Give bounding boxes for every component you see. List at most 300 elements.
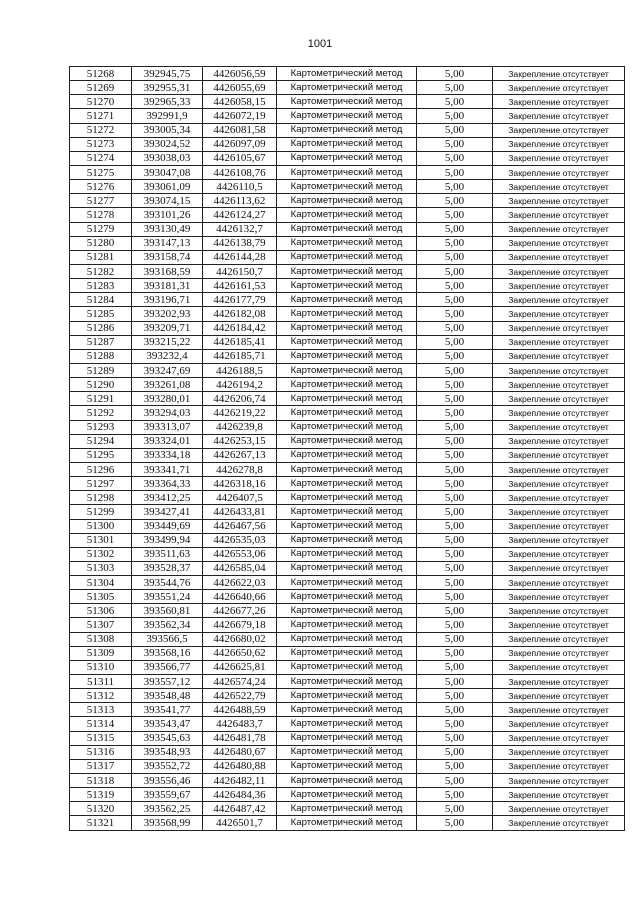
fixing-cell: Закрепление отсутствует (493, 632, 625, 646)
fixing-cell: Закрепление отсутствует (493, 675, 625, 689)
point-number-cell: 51284 (70, 293, 132, 307)
y-coordinate-cell: 4426185,41 (203, 335, 277, 349)
method-cell: Картометрический метод (277, 689, 417, 703)
table-row (70, 788, 625, 802)
accuracy-cell: 5,00 (417, 420, 493, 434)
method-cell: Картометрический метод (277, 123, 417, 137)
y-coordinate-cell: 4426081,58 (203, 123, 277, 137)
point-number-cell: 51306 (70, 604, 132, 618)
x-coordinate-cell: 393232,4 (132, 349, 203, 363)
table-row (70, 745, 625, 759)
x-coordinate-cell: 393559,67 (132, 788, 203, 802)
y-coordinate-cell: 4426182,08 (203, 307, 277, 321)
table-row (70, 194, 625, 208)
fixing-cell: Закрепление отсутствует (493, 759, 625, 773)
accuracy-cell: 5,00 (417, 703, 493, 717)
fixing-cell: Закрепление отсутствует (493, 491, 625, 505)
fixing-cell: Закрепление отсутствует (493, 250, 625, 264)
accuracy-cell: 5,00 (417, 363, 493, 377)
y-coordinate-cell: 4426132,7 (203, 222, 277, 236)
y-coordinate-cell: 4426161,53 (203, 279, 277, 293)
y-coordinate-cell: 4426318,16 (203, 477, 277, 491)
accuracy-cell: 5,00 (417, 675, 493, 689)
table-row (70, 420, 625, 434)
x-coordinate-cell: 393130,49 (132, 222, 203, 236)
x-coordinate-cell: 393545,63 (132, 731, 203, 745)
fixing-cell: Закрепление отсутствует (493, 660, 625, 674)
fixing-cell: Закрепление отсутствует (493, 533, 625, 547)
x-coordinate-cell: 393061,09 (132, 180, 203, 194)
accuracy-cell: 5,00 (417, 250, 493, 264)
y-coordinate-cell: 4426433,81 (203, 505, 277, 519)
table-row (70, 363, 625, 377)
table-row (70, 547, 625, 561)
method-cell: Картометрический метод (277, 81, 417, 95)
method-cell: Картометрический метод (277, 151, 417, 165)
point-number-cell: 51296 (70, 462, 132, 476)
fixing-cell: Закрепление отсутствует (493, 788, 625, 802)
accuracy-cell: 5,00 (417, 802, 493, 816)
table-row (70, 491, 625, 505)
method-cell: Картометрический метод (277, 180, 417, 194)
y-coordinate-cell: 4426522,79 (203, 689, 277, 703)
table-row (70, 335, 625, 349)
y-coordinate-cell: 4426108,76 (203, 165, 277, 179)
point-number-cell: 51319 (70, 788, 132, 802)
method-cell: Картометрический метод (277, 137, 417, 151)
fixing-cell: Закрепление отсутствует (493, 67, 625, 81)
method-cell: Картометрический метод (277, 561, 417, 575)
accuracy-cell: 5,00 (417, 717, 493, 731)
y-coordinate-cell: 4426219,22 (203, 406, 277, 420)
method-cell: Картометрический метод (277, 448, 417, 462)
accuracy-cell: 5,00 (417, 646, 493, 660)
point-number-cell: 51298 (70, 491, 132, 505)
table-row (70, 533, 625, 547)
x-coordinate-cell: 393280,01 (132, 392, 203, 406)
y-coordinate-cell: 4426072,19 (203, 109, 277, 123)
table-row (70, 378, 625, 392)
point-number-cell: 51309 (70, 646, 132, 660)
method-cell: Картометрический метод (277, 279, 417, 293)
y-coordinate-cell: 4426467,56 (203, 519, 277, 533)
accuracy-cell: 5,00 (417, 618, 493, 632)
x-coordinate-cell: 393412,25 (132, 491, 203, 505)
table-row (70, 81, 625, 95)
method-cell: Картометрический метод (277, 618, 417, 632)
y-coordinate-cell: 4426487,42 (203, 802, 277, 816)
y-coordinate-cell: 4426097,09 (203, 137, 277, 151)
x-coordinate-cell: 393552,72 (132, 759, 203, 773)
table-row (70, 222, 625, 236)
point-number-cell: 51291 (70, 392, 132, 406)
point-number-cell: 51320 (70, 802, 132, 816)
y-coordinate-cell: 4426124,27 (203, 208, 277, 222)
table-row (70, 448, 625, 462)
accuracy-cell: 5,00 (417, 406, 493, 420)
fixing-cell: Закрепление отсутствует (493, 208, 625, 222)
method-cell: Картометрический метод (277, 378, 417, 392)
table-row (70, 632, 625, 646)
y-coordinate-cell: 4426640,66 (203, 590, 277, 604)
accuracy-cell: 5,00 (417, 335, 493, 349)
accuracy-cell: 5,00 (417, 349, 493, 363)
table-row (70, 774, 625, 788)
x-coordinate-cell: 393544,76 (132, 576, 203, 590)
fixing-cell: Закрепление отсутствует (493, 363, 625, 377)
point-number-cell: 51314 (70, 717, 132, 731)
table-row (70, 264, 625, 278)
fixing-cell: Закрепление отсутствует (493, 95, 625, 109)
x-coordinate-cell: 393247,69 (132, 363, 203, 377)
x-coordinate-cell: 393074,15 (132, 194, 203, 208)
fixing-cell: Закрепление отсутствует (493, 194, 625, 208)
point-number-cell: 51278 (70, 208, 132, 222)
method-cell: Картометрический метод (277, 264, 417, 278)
table-row (70, 151, 625, 165)
point-number-cell: 51287 (70, 335, 132, 349)
accuracy-cell: 5,00 (417, 731, 493, 745)
x-coordinate-cell: 393181,31 (132, 279, 203, 293)
accuracy-cell: 5,00 (417, 293, 493, 307)
y-coordinate-cell: 4426484,36 (203, 788, 277, 802)
fixing-cell: Закрепление отсутствует (493, 279, 625, 293)
table-row (70, 660, 625, 674)
x-coordinate-cell: 393541,77 (132, 703, 203, 717)
table-row (70, 759, 625, 773)
fixing-cell: Закрепление отсутствует (493, 505, 625, 519)
fixing-cell: Закрепление отсутствует (493, 137, 625, 151)
accuracy-cell: 5,00 (417, 519, 493, 533)
table-row (70, 462, 625, 476)
table-row (70, 604, 625, 618)
method-cell: Картометрический метод (277, 67, 417, 81)
accuracy-cell: 5,00 (417, 81, 493, 95)
point-number-cell: 51315 (70, 731, 132, 745)
point-number-cell: 51276 (70, 180, 132, 194)
accuracy-cell: 5,00 (417, 759, 493, 773)
point-number-cell: 51290 (70, 378, 132, 392)
method-cell: Картометрический метод (277, 165, 417, 179)
point-number-cell: 51318 (70, 774, 132, 788)
table-row (70, 717, 625, 731)
point-number-cell: 51295 (70, 448, 132, 462)
y-coordinate-cell: 4426206,74 (203, 392, 277, 406)
method-cell: Картометрический метод (277, 95, 417, 109)
x-coordinate-cell: 393024,52 (132, 137, 203, 151)
fixing-cell: Закрепление отсутствует (493, 264, 625, 278)
method-cell: Картометрический метод (277, 434, 417, 448)
x-coordinate-cell: 393168,59 (132, 264, 203, 278)
fixing-cell: Закрепление отсутствует (493, 151, 625, 165)
fixing-cell: Закрепление отсутствует (493, 731, 625, 745)
point-number-cell: 51305 (70, 590, 132, 604)
table-row (70, 293, 625, 307)
method-cell: Картометрический метод (277, 363, 417, 377)
coordinates-table-body (70, 67, 625, 831)
x-coordinate-cell: 392955,31 (132, 81, 203, 95)
y-coordinate-cell: 4426625,81 (203, 660, 277, 674)
accuracy-cell: 5,00 (417, 434, 493, 448)
point-number-cell: 51313 (70, 703, 132, 717)
accuracy-cell: 5,00 (417, 151, 493, 165)
accuracy-cell: 5,00 (417, 448, 493, 462)
accuracy-cell: 5,00 (417, 774, 493, 788)
method-cell: Картометрический метод (277, 420, 417, 434)
y-coordinate-cell: 4426184,42 (203, 321, 277, 335)
accuracy-cell: 5,00 (417, 491, 493, 505)
fixing-cell: Закрепление отсутствует (493, 123, 625, 137)
table-row (70, 519, 625, 533)
accuracy-cell: 5,00 (417, 689, 493, 703)
x-coordinate-cell: 392945,75 (132, 67, 203, 81)
accuracy-cell: 5,00 (417, 137, 493, 151)
table-row (70, 165, 625, 179)
y-coordinate-cell: 4426194,2 (203, 378, 277, 392)
point-number-cell: 51272 (70, 123, 132, 137)
table-row (70, 618, 625, 632)
point-number-cell: 51273 (70, 137, 132, 151)
fixing-cell: Закрепление отсутствует (493, 180, 625, 194)
method-cell: Картометрический метод (277, 774, 417, 788)
y-coordinate-cell: 4426622,03 (203, 576, 277, 590)
method-cell: Картометрический метод (277, 462, 417, 476)
method-cell: Картометрический метод (277, 491, 417, 505)
point-number-cell: 51286 (70, 321, 132, 335)
x-coordinate-cell: 393158,74 (132, 250, 203, 264)
table-row (70, 180, 625, 194)
accuracy-cell: 5,00 (417, 576, 493, 590)
fixing-cell: Закрепление отсутствует (493, 293, 625, 307)
fixing-cell: Закрепление отсутствует (493, 335, 625, 349)
y-coordinate-cell: 4426110,5 (203, 180, 277, 194)
table-row (70, 675, 625, 689)
table-row (70, 392, 625, 406)
fixing-cell: Закрепление отсутствует (493, 816, 625, 830)
point-number-cell: 51285 (70, 307, 132, 321)
method-cell: Картометрический метод (277, 406, 417, 420)
x-coordinate-cell: 393261,08 (132, 378, 203, 392)
point-number-cell: 51268 (70, 67, 132, 81)
method-cell: Картометрический метод (277, 236, 417, 250)
accuracy-cell: 5,00 (417, 378, 493, 392)
x-coordinate-cell: 393548,93 (132, 745, 203, 759)
x-coordinate-cell: 392991,9 (132, 109, 203, 123)
x-coordinate-cell: 393005,34 (132, 123, 203, 137)
method-cell: Картометрический метод (277, 519, 417, 533)
table-row (70, 95, 625, 109)
accuracy-cell: 5,00 (417, 307, 493, 321)
accuracy-cell: 5,00 (417, 505, 493, 519)
y-coordinate-cell: 4426480,67 (203, 745, 277, 759)
accuracy-cell: 5,00 (417, 321, 493, 335)
table-row (70, 590, 625, 604)
point-number-cell: 51275 (70, 165, 132, 179)
x-coordinate-cell: 393562,25 (132, 802, 203, 816)
fixing-cell: Закрепление отсутствует (493, 604, 625, 618)
fixing-cell: Закрепление отсутствует (493, 321, 625, 335)
method-cell: Картометрический метод (277, 321, 417, 335)
fixing-cell: Закрепление отсутствует (493, 165, 625, 179)
accuracy-cell: 5,00 (417, 816, 493, 830)
method-cell: Картометрический метод (277, 477, 417, 491)
point-number-cell: 51301 (70, 533, 132, 547)
table-row (70, 477, 625, 491)
fixing-cell: Закрепление отсутствует (493, 448, 625, 462)
point-number-cell: 51269 (70, 81, 132, 95)
accuracy-cell: 5,00 (417, 462, 493, 476)
method-cell: Картометрический метод (277, 547, 417, 561)
y-coordinate-cell: 4426680,02 (203, 632, 277, 646)
point-number-cell: 51317 (70, 759, 132, 773)
fixing-cell: Закрепление отсутствует (493, 717, 625, 731)
accuracy-cell: 5,00 (417, 194, 493, 208)
x-coordinate-cell: 393196,71 (132, 293, 203, 307)
method-cell: Картометрический метод (277, 717, 417, 731)
fixing-cell: Закрепление отсутствует (493, 646, 625, 660)
y-coordinate-cell: 4426574,24 (203, 675, 277, 689)
accuracy-cell: 5,00 (417, 547, 493, 561)
method-cell: Картометрический метод (277, 816, 417, 830)
method-cell: Картометрический метод (277, 222, 417, 236)
y-coordinate-cell: 4426481,78 (203, 731, 277, 745)
table-row (70, 646, 625, 660)
table-row (70, 406, 625, 420)
method-cell: Картометрический метод (277, 335, 417, 349)
method-cell: Картометрический метод (277, 505, 417, 519)
fixing-cell: Закрепление отсутствует (493, 519, 625, 533)
point-number-cell: 51308 (70, 632, 132, 646)
method-cell: Картометрический метод (277, 576, 417, 590)
point-number-cell: 51270 (70, 95, 132, 109)
table-row (70, 816, 625, 830)
x-coordinate-cell: 393038,03 (132, 151, 203, 165)
accuracy-cell: 5,00 (417, 788, 493, 802)
x-coordinate-cell: 393566,77 (132, 660, 203, 674)
point-number-cell: 51271 (70, 109, 132, 123)
fixing-cell: Закрепление отсутствует (493, 236, 625, 250)
x-coordinate-cell: 393294,03 (132, 406, 203, 420)
table-row (70, 349, 625, 363)
y-coordinate-cell: 4426239,8 (203, 420, 277, 434)
accuracy-cell: 5,00 (417, 632, 493, 646)
x-coordinate-cell: 393101,26 (132, 208, 203, 222)
point-number-cell: 51297 (70, 477, 132, 491)
fixing-cell: Закрепление отсутствует (493, 420, 625, 434)
method-cell: Картометрический метод (277, 349, 417, 363)
x-coordinate-cell: 393568,16 (132, 646, 203, 660)
y-coordinate-cell: 4426185,71 (203, 349, 277, 363)
point-number-cell: 51292 (70, 406, 132, 420)
y-coordinate-cell: 4426482,11 (203, 774, 277, 788)
fixing-cell: Закрепление отсутствует (493, 109, 625, 123)
point-number-cell: 51310 (70, 660, 132, 674)
accuracy-cell: 5,00 (417, 590, 493, 604)
point-number-cell: 51312 (70, 689, 132, 703)
point-number-cell: 51303 (70, 561, 132, 575)
y-coordinate-cell: 4426144,28 (203, 250, 277, 264)
accuracy-cell: 5,00 (417, 95, 493, 109)
y-coordinate-cell: 4426150,7 (203, 264, 277, 278)
fixing-cell: Закрепление отсутствует (493, 349, 625, 363)
x-coordinate-cell: 393209,71 (132, 321, 203, 335)
table-row (70, 67, 625, 81)
method-cell: Картометрический метод (277, 745, 417, 759)
method-cell: Картометрический метод (277, 293, 417, 307)
y-coordinate-cell: 4426677,26 (203, 604, 277, 618)
method-cell: Картометрический метод (277, 646, 417, 660)
x-coordinate-cell: 393364,33 (132, 477, 203, 491)
x-coordinate-cell: 393566,5 (132, 632, 203, 646)
table-row (70, 250, 625, 264)
y-coordinate-cell: 4426480,88 (203, 759, 277, 773)
point-number-cell: 51283 (70, 279, 132, 293)
table-row (70, 434, 625, 448)
method-cell: Картометрический метод (277, 250, 417, 264)
coordinates-table (69, 66, 625, 831)
fixing-cell: Закрепление отсутствует (493, 307, 625, 321)
fixing-cell: Закрепление отсутствует (493, 81, 625, 95)
accuracy-cell: 5,00 (417, 165, 493, 179)
x-coordinate-cell: 393047,08 (132, 165, 203, 179)
method-cell: Картометрический метод (277, 703, 417, 717)
method-cell: Картометрический метод (277, 533, 417, 547)
accuracy-cell: 5,00 (417, 604, 493, 618)
x-coordinate-cell: 393560,81 (132, 604, 203, 618)
x-coordinate-cell: 393215,22 (132, 335, 203, 349)
y-coordinate-cell: 4426177,79 (203, 293, 277, 307)
accuracy-cell: 5,00 (417, 180, 493, 194)
x-coordinate-cell: 392965,33 (132, 95, 203, 109)
accuracy-cell: 5,00 (417, 222, 493, 236)
table-row (70, 123, 625, 137)
method-cell: Картометрический метод (277, 788, 417, 802)
point-number-cell: 51321 (70, 816, 132, 830)
accuracy-cell: 5,00 (417, 123, 493, 137)
method-cell: Картометрический метод (277, 208, 417, 222)
method-cell: Картометрический метод (277, 660, 417, 674)
table-row (70, 802, 625, 816)
table-row (70, 561, 625, 575)
table-row (70, 703, 625, 717)
fixing-cell: Закрепление отсутствует (493, 774, 625, 788)
page-number: 1001 (307, 38, 333, 50)
fixing-cell: Закрепление отсутствует (493, 406, 625, 420)
x-coordinate-cell: 393511,63 (132, 547, 203, 561)
fixing-cell: Закрепление отсутствует (493, 703, 625, 717)
method-cell: Картометрический метод (277, 632, 417, 646)
x-coordinate-cell: 393324,01 (132, 434, 203, 448)
y-coordinate-cell: 4426483,7 (203, 717, 277, 731)
point-number-cell: 51281 (70, 250, 132, 264)
point-number-cell: 51277 (70, 194, 132, 208)
point-number-cell: 51302 (70, 547, 132, 561)
accuracy-cell: 5,00 (417, 477, 493, 491)
x-coordinate-cell: 393568,99 (132, 816, 203, 830)
y-coordinate-cell: 4426188,5 (203, 363, 277, 377)
method-cell: Картометрический метод (277, 802, 417, 816)
point-number-cell: 51293 (70, 420, 132, 434)
point-number-cell: 51282 (70, 264, 132, 278)
table-row (70, 321, 625, 335)
fixing-cell: Закрепление отсутствует (493, 392, 625, 406)
y-coordinate-cell: 4426407,5 (203, 491, 277, 505)
accuracy-cell: 5,00 (417, 264, 493, 278)
method-cell: Картометрический метод (277, 675, 417, 689)
x-coordinate-cell: 393551,24 (132, 590, 203, 604)
x-coordinate-cell: 393543,47 (132, 717, 203, 731)
y-coordinate-cell: 4426055,69 (203, 81, 277, 95)
